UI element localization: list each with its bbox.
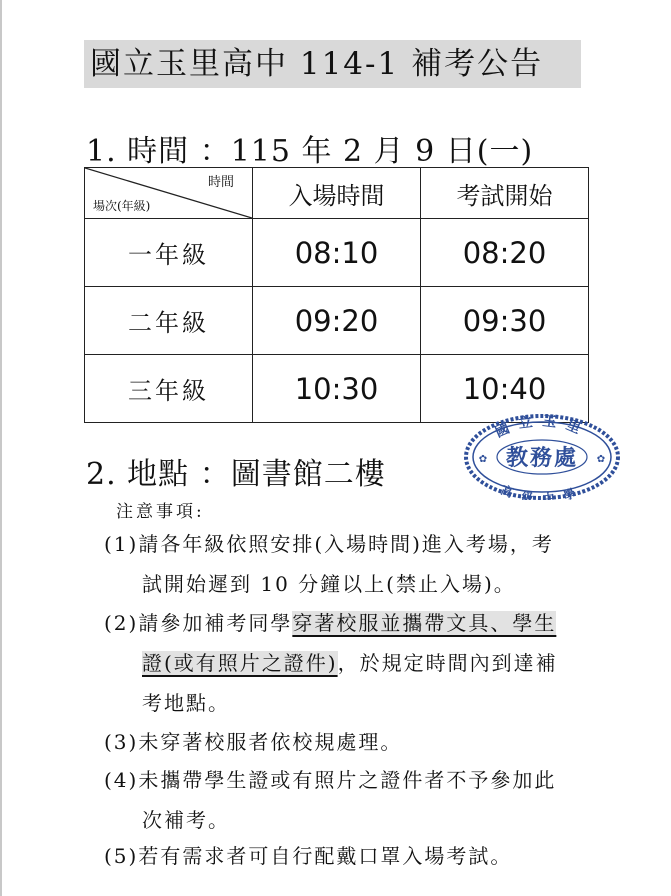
svg-text:國立玉里 (493, 414, 592, 441)
note-line: 考地點。 (142, 691, 230, 715)
note-item (104, 524, 634, 604)
highlighted-text: 證(或有照片之證件) (142, 651, 338, 675)
note-line: (4)未攜帶學生證或有照片之證件者不予參加此 (104, 768, 557, 792)
seal-top-text: 國立玉里 (492, 414, 592, 441)
highlighted-text: 穿著校服並攜帶文具、學生 (292, 611, 557, 635)
seal-center-text: 教務處 (505, 445, 579, 471)
page-edge (0, 0, 2, 896)
grade-cell: 一年級 (85, 219, 253, 287)
location-heading: 2. 地點 ：圖書館二樓 (86, 457, 386, 492)
corner-time-label: 時間 (207, 175, 234, 190)
exam-schedule-table (84, 167, 589, 423)
start-time-cell: 09:30 (421, 287, 589, 355)
note-line: (5)若有需求者可自行配戴口罩入場考試。 (104, 844, 513, 868)
note-line: (1)請各年級依照安排(入場時間)進入考場，考 (104, 532, 554, 556)
seal-star-icon: ✿ (478, 454, 488, 465)
svg-text:高級中學 (499, 482, 585, 500)
official-seal-stamp (463, 414, 621, 500)
note-text: ，於規定時間內到達補 (337, 651, 558, 675)
note-item (104, 836, 634, 876)
page-title: 國立玉里高中 114-1 補考公告 (84, 40, 581, 88)
table-header-row (85, 168, 589, 219)
corner-slot-label: 場次(年級) (93, 199, 151, 213)
header-exam-start: 考試開始 (421, 168, 589, 219)
note-line: 次補考。 (142, 808, 230, 832)
entry-time-cell: 09:20 (253, 287, 421, 355)
start-time-cell: 10:40 (421, 355, 589, 423)
note-line: 試開始遲到 10 分鐘以上(禁止入場)。 (142, 572, 516, 596)
grade-cell: 二年級 (85, 287, 253, 355)
seal-star-icon: ✿ (596, 454, 606, 465)
grade-cell: 三年級 (85, 355, 253, 423)
note-line: (3)未穿著校服者依校規處理。 (104, 730, 403, 754)
note-item (104, 760, 634, 840)
note-item (104, 603, 634, 723)
table-row (85, 287, 589, 355)
notes-title: 注意事項: (116, 502, 205, 522)
table-corner-cell (85, 168, 253, 219)
entry-time-cell: 08:10 (253, 219, 421, 287)
seal-graphic (463, 414, 621, 500)
start-time-cell: 08:20 (421, 219, 589, 287)
table-row (85, 219, 589, 287)
table-row (85, 355, 589, 423)
note-text: (2)請參加補考同學 (104, 611, 293, 635)
note-line (104, 603, 634, 643)
seal-bottom-text: 高級中學 (498, 482, 586, 500)
entry-time-cell: 10:30 (253, 355, 421, 423)
note-line (104, 643, 634, 683)
note-item (104, 722, 634, 762)
header-entry-time: 入場時間 (253, 168, 421, 219)
time-heading: 1. 時間 ：115 年 2 月 9 日(一) (86, 134, 534, 169)
